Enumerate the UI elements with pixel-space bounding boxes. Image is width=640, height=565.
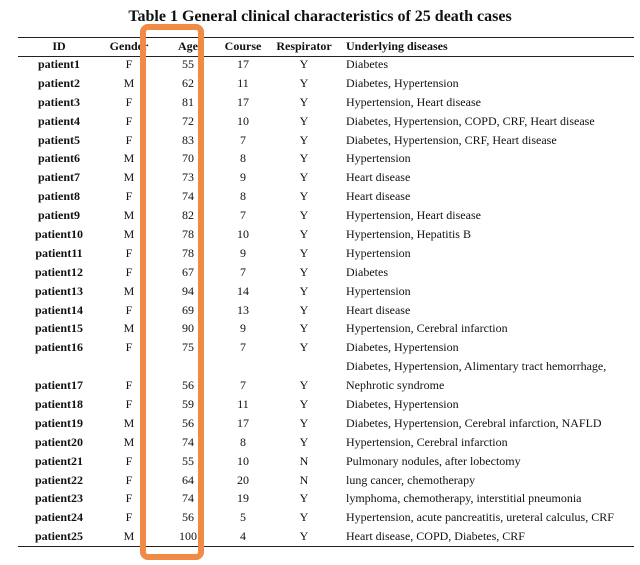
cell-id: patient3 [38,94,80,109]
cell-course: 19 [237,491,249,506]
cell-age: 55 [182,56,194,71]
cell-age: 78 [182,226,194,241]
cell-age: 74 [182,434,194,449]
cell-gender: F [125,491,133,506]
cell-diseases: Diabetes, Hypertension, Cerebral infarction, NAFLD [346,415,602,430]
cell-course: 11 [237,396,249,411]
col-header-respirator: Respirator [276,39,332,53]
cell-age: 83 [182,132,194,147]
cell-course: 9 [240,170,246,185]
cell-diseases: Diabetes [346,264,388,279]
cell-gender: F [125,113,133,128]
cell-respirator: Y [299,321,309,336]
cell-id: patient4 [38,113,80,128]
cell-diseases: Pulmonary nodules, after lobectomy [346,453,521,468]
cell-course: 8 [240,434,246,449]
cell-diseases: Hypertension, Hepatitis B [346,226,471,241]
col-header-gender: Gender [109,39,149,53]
cell-id: patient2 [38,75,80,90]
cell-diseases: Heart disease [346,302,411,317]
table-row [18,225,634,244]
cell-diseases: Diabetes, Hypertension, COPD, CRF, Heart disease [346,113,595,128]
cell-diseases: Heart disease [346,170,411,185]
cell-gender: F [125,510,133,525]
cell-id: patient7 [38,170,80,185]
cell-course: 17 [237,94,249,109]
cell-respirator: Y [299,170,309,185]
table-row [18,263,634,282]
cell-gender: F [125,94,133,109]
cell-age: 74 [182,189,194,204]
cell-age [158,357,218,376]
table-row [18,319,634,338]
cell-gender: M [123,75,135,90]
cell-id: patient18 [35,396,83,411]
cell-age: 75 [182,340,194,355]
cell-respirator: Y [299,340,309,355]
cell-course: 4 [240,529,246,544]
cell-course: 7 [240,378,246,393]
cell-respirator: Y [299,113,309,128]
table-row [18,244,634,263]
cell-age: 90 [182,321,194,336]
cell-course: 7 [240,132,246,147]
cell-course: 10 [237,113,249,128]
table-row [18,395,634,414]
col-header-diseases: Underlying diseases [346,39,448,53]
table-row [18,357,634,376]
cell-respirator: Y [299,132,309,147]
cell-diseases: Hypertension, Cerebral infarction [346,321,508,336]
cell-id: patient17 [35,378,83,393]
cell-id: patient12 [35,264,83,279]
cell-id: patient9 [38,208,80,223]
cell-gender: F [125,302,133,317]
cell-diseases: Diabetes [346,56,388,71]
cell-id: patient10 [35,226,83,241]
cell-diseases: Diabetes, Hypertension [346,340,459,355]
cell-gender: F [125,132,133,147]
cell-course: 11 [237,75,249,90]
cell-gender: F [125,189,133,204]
cell-respirator: N [299,453,309,468]
cell-respirator: Y [299,491,309,506]
cell-diseases: Hypertension, Heart disease [346,208,481,223]
cell-course: 20 [237,472,249,487]
cell-gender: M [123,170,135,185]
table-row [18,414,634,433]
cell-age: 56 [182,378,194,393]
cell-gender: M [123,226,135,241]
table-row [18,471,634,490]
table-row [18,168,634,187]
cell-diseases: Heart disease [346,189,411,204]
cell-gender: F [125,56,133,71]
table-row [18,301,634,320]
cell-gender: F [125,340,133,355]
cell-age: 82 [182,208,194,223]
cell-course: 9 [240,245,246,260]
cell-respirator: Y [299,94,309,109]
cell-id: patient21 [35,453,83,468]
table-title: Table 1 General clinical characteristics of 25 death cases [128,8,512,25]
cell-respirator: Y [299,510,309,525]
cell-course [218,357,268,376]
cell-diseases: Diabetes, Hypertension [346,75,459,90]
col-header-age: Age [178,39,198,53]
cell-gender: M [123,434,135,449]
cell-gender: M [123,321,135,336]
cell-respirator: Y [299,151,309,166]
bottom-rule [18,546,634,547]
cell-age: 100 [179,529,197,544]
table-row [18,206,634,225]
table-row [18,149,634,168]
cell-respirator: Y [299,264,309,279]
cell-respirator: Y [299,529,309,544]
cell-respirator: N [299,472,309,487]
cell-age: 56 [182,510,194,525]
cell-course: 10 [237,453,249,468]
cell-respirator: Y [299,189,309,204]
table-row [18,338,634,357]
cell-diseases: Hypertension [346,283,411,298]
table-row [18,527,634,546]
cell-diseases: lymphoma, chemotherapy, interstitial pneumonia [346,491,582,506]
cell-id: patient16 [35,340,83,355]
table-row [18,433,634,452]
cell-gender: M [123,415,135,430]
cell-gender: F [125,264,133,279]
cell-age: 78 [182,245,194,260]
cell-age: 70 [182,151,194,166]
cell-id: patient15 [35,321,83,336]
cell-course: 13 [237,302,249,317]
cell-id: patient20 [35,434,83,449]
table-row [18,376,634,395]
cell-gender: M [123,151,135,166]
cell-gender: F [125,245,133,260]
cell-diseases: lung cancer, chemotherapy [346,472,476,487]
table-row [18,452,634,471]
clinical-table [18,38,634,546]
cell-age: 62 [182,75,194,90]
cell-diseases: Diabetes, Hypertension, CRF, Heart disease [346,132,557,147]
cell-course: 17 [237,56,249,71]
cell-age: 56 [182,415,194,430]
table-row [18,489,634,508]
cell-gender: M [123,283,135,298]
cell-id: patient1 [38,56,80,71]
cell-id: patient23 [35,491,83,506]
cell-id: patient25 [35,529,83,544]
cell-diseases: Heart disease, COPD, Diabetes, CRF [346,529,525,544]
table-row [18,187,634,206]
cell-course: 17 [237,415,249,430]
cell-gender [100,357,158,376]
cell-diseases: Diabetes, Hypertension, Alimentary tract hemorrhage, [346,359,607,374]
cell-course: 8 [240,189,246,204]
cell-respirator: Y [299,396,309,411]
cell-respirator: Y [299,283,309,298]
header-row [18,38,634,55]
table-row [18,112,634,131]
cell-respirator: Y [299,245,309,260]
cell-gender: F [125,396,133,411]
cell-id: patient14 [35,302,83,317]
cell-gender: M [123,529,135,544]
cell-respirator: Y [299,378,309,393]
cell-gender: F [125,453,133,468]
cell-gender: F [125,378,133,393]
cell-age: 69 [182,302,194,317]
cell-diseases: Hypertension [346,151,411,166]
table-row [18,508,634,527]
cell-diseases: Hypertension, Cerebral infarction [346,434,508,449]
cell-course: 7 [240,340,246,355]
cell-id [18,357,100,376]
cell-respirator [268,357,340,376]
cell-course: 7 [240,264,246,279]
cell-age: 55 [182,453,194,468]
cell-id: patient5 [38,132,80,147]
cell-age: 81 [182,94,194,109]
cell-diseases: Hypertension, acute pancreatitis, ureteral calculus, CRF [346,510,614,525]
col-header-course: Course [224,39,262,53]
cell-course: 9 [240,321,246,336]
cell-respirator: Y [299,56,309,71]
cell-id: patient22 [35,472,83,487]
cell-diseases: Hypertension, Heart disease [346,94,481,109]
cell-id: patient24 [35,510,83,525]
cell-age: 59 [182,396,194,411]
table-row [18,93,634,112]
cell-respirator: Y [299,226,309,241]
col-header-id: ID [52,39,66,53]
cell-age: 64 [182,472,194,487]
cell-course: 7 [240,208,246,223]
cell-age: 67 [182,264,194,279]
cell-id: patient11 [35,245,83,260]
cell-id: patient13 [35,283,83,298]
cell-diseases: Diabetes, Hypertension [346,396,459,411]
cell-diseases: Nephrotic syndrome [346,378,445,393]
cell-age: 72 [182,113,194,128]
cell-course: 14 [237,283,249,298]
cell-age: 94 [182,283,194,298]
cell-respirator: Y [299,208,309,223]
cell-age: 73 [182,170,194,185]
cell-respirator: Y [299,302,309,317]
cell-course: 5 [240,510,246,525]
cell-id: patient6 [38,151,80,166]
table-row [18,55,634,74]
cell-gender: F [125,472,133,487]
table-row [18,282,634,301]
cell-respirator: Y [299,434,309,449]
cell-id: patient8 [38,189,80,204]
table-row [18,131,634,150]
cell-course: 8 [240,151,246,166]
cell-diseases: Hypertension [346,245,411,260]
cell-course: 10 [237,226,249,241]
table-row [18,74,634,93]
cell-respirator: Y [299,75,309,90]
cell-respirator: Y [299,415,309,430]
cell-gender: M [123,208,135,223]
cell-id: patient19 [35,415,83,430]
cell-age: 74 [182,491,194,506]
